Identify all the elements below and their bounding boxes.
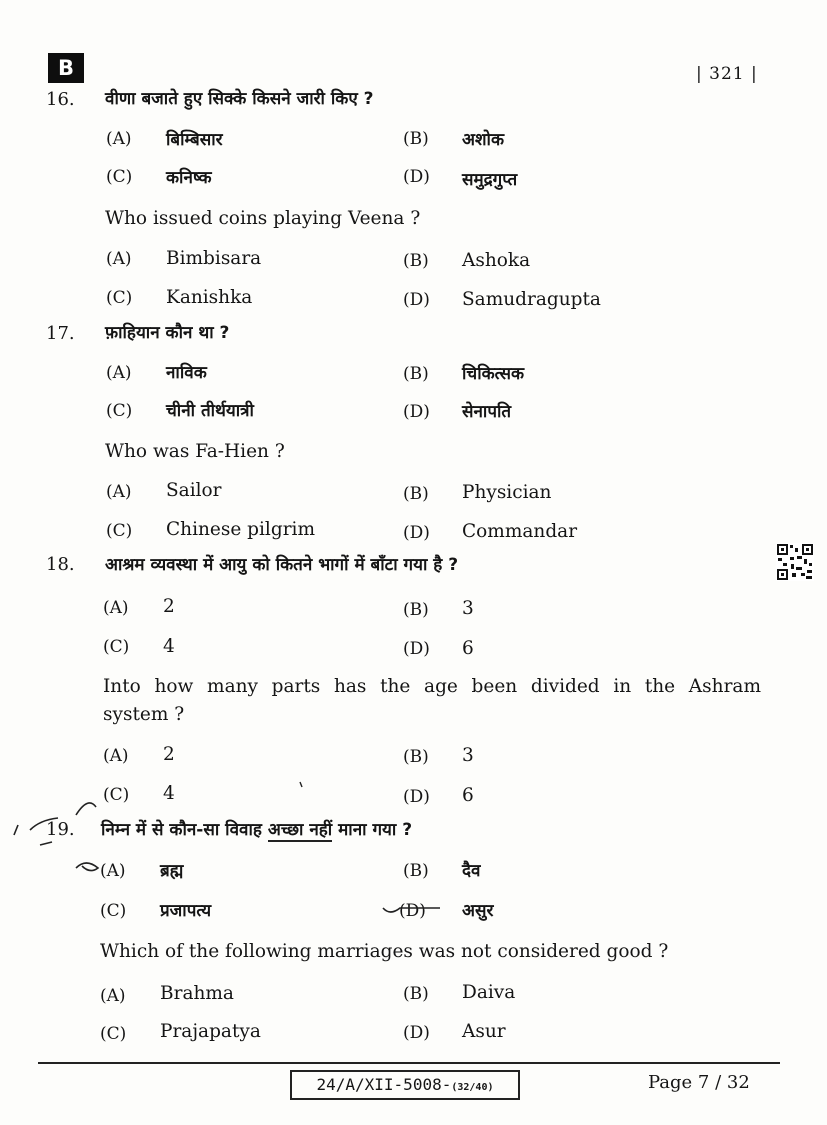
question-number: 19.	[46, 819, 75, 840]
option-text: कनिष्क	[166, 168, 212, 188]
option-label: (A)	[103, 598, 129, 618]
option-text: Bimbisara	[166, 248, 262, 269]
question-text-english: Which of the following marriages was not considered good ?	[100, 941, 669, 962]
question-text-hindi: वीणा बजाते हुए सिक्के किसने जारी किए ?	[105, 89, 374, 109]
option-text: दैव	[462, 861, 481, 881]
option-label: (D)	[403, 167, 430, 187]
option-label: (C)	[103, 637, 130, 657]
paper-code: | 321 |	[696, 64, 758, 84]
option-label: (B)	[403, 129, 429, 149]
option-label: (B)	[403, 747, 429, 767]
option-text: Ashoka	[462, 250, 531, 271]
option-label: (C)	[106, 167, 133, 187]
option-label: (A)	[106, 249, 132, 269]
option-text: Commandar	[462, 521, 578, 542]
question-text-english-line2: system ?	[103, 704, 185, 725]
option-label: (A)	[106, 363, 132, 383]
question-number: 18.	[46, 554, 75, 575]
option-label: (D)	[403, 787, 430, 807]
option-text: 3	[462, 745, 474, 766]
footer-code: 24/A/XII-5008-	[316, 1075, 452, 1094]
option-label: (D)	[403, 290, 430, 310]
option-text: 4	[163, 636, 175, 657]
option-label: (C)	[100, 1024, 127, 1044]
option-label: (B)	[403, 861, 429, 881]
pen-marks	[0, 760, 827, 930]
option-text: Sailor	[166, 480, 222, 501]
option-text: बिम्बिसार	[166, 130, 223, 150]
footer-divider	[38, 1062, 780, 1064]
footer-code-small: (32/40)	[451, 1082, 494, 1093]
option-text: 2	[163, 596, 175, 617]
question-text-english-line1: Into how many parts has the age been divided in the Ashram	[103, 676, 761, 697]
option-label: (A)	[100, 986, 126, 1006]
option-text: सेनापति	[462, 402, 512, 422]
option-label: (A)	[106, 129, 132, 149]
option-label: (D)	[403, 639, 430, 659]
option-text: 2	[163, 744, 175, 765]
option-text: चीनी तीर्थयात्री	[166, 401, 254, 421]
question-number: 17.	[46, 323, 75, 344]
qr-code-icon	[776, 543, 814, 581]
option-label: (B)	[403, 600, 429, 620]
option-text: 4	[163, 783, 175, 804]
option-text: समुद्रगुप्त	[462, 170, 518, 190]
option-text: 3	[462, 598, 474, 619]
option-label: (D)	[403, 1023, 430, 1043]
option-label: (D)	[403, 523, 430, 543]
option-text: Chinese pilgrim	[166, 519, 315, 540]
option-label: (C)	[106, 401, 133, 421]
option-text: असुर	[462, 901, 494, 921]
question-text-post: माना गया ?	[338, 820, 413, 840]
question-number: 16.	[46, 89, 75, 110]
option-label: (C)	[106, 288, 133, 308]
question-text-english: Who issued coins playing Veena ?	[105, 208, 421, 229]
option-text: चिकित्सक	[462, 364, 525, 384]
question-text-underlined: अच्छा नहीं	[267, 820, 333, 840]
question-text-hindi: फ़ाहियान कौन था ?	[105, 323, 230, 343]
option-text: 6	[462, 785, 474, 806]
footer-code-box	[290, 1070, 520, 1100]
option-label: (A)	[106, 482, 132, 502]
question-text-english: Who was Fa-Hien ?	[105, 441, 285, 462]
option-text: Daiva	[462, 982, 516, 1003]
option-label: (D)	[399, 901, 426, 921]
option-label: (A)	[103, 746, 129, 766]
option-label: (D)	[403, 402, 430, 422]
option-label: (C)	[106, 521, 133, 541]
question-text-pre: निम्न में से कौन-सा विवाह	[101, 820, 262, 840]
option-text: Asur	[462, 1021, 506, 1042]
option-label: (C)	[100, 901, 127, 921]
page-number: Page 7 / 32	[648, 1072, 750, 1093]
option-label: (B)	[403, 251, 429, 271]
option-label: (B)	[403, 984, 429, 1004]
option-text: Brahma	[160, 983, 234, 1004]
option-text: Physician	[462, 482, 552, 503]
option-text: 6	[462, 638, 474, 659]
option-label: (B)	[403, 484, 429, 504]
option-text: अशोक	[462, 130, 505, 150]
option-text: Samudragupta	[462, 289, 601, 310]
question-text-hindi: आश्रम व्यवस्था में आयु को कितने भागों में बाँटा गया है ?	[105, 555, 459, 575]
set-badge: B	[48, 53, 84, 83]
option-text: ब्रह्म	[160, 861, 184, 881]
option-label: (C)	[103, 785, 130, 805]
option-label: (A)	[100, 861, 126, 881]
option-text: Kanishka	[166, 287, 253, 308]
option-text: नाविक	[166, 363, 207, 383]
option-text: प्रजापत्य	[160, 901, 212, 921]
option-text: Prajapatya	[160, 1021, 261, 1042]
option-label: (B)	[403, 364, 429, 384]
